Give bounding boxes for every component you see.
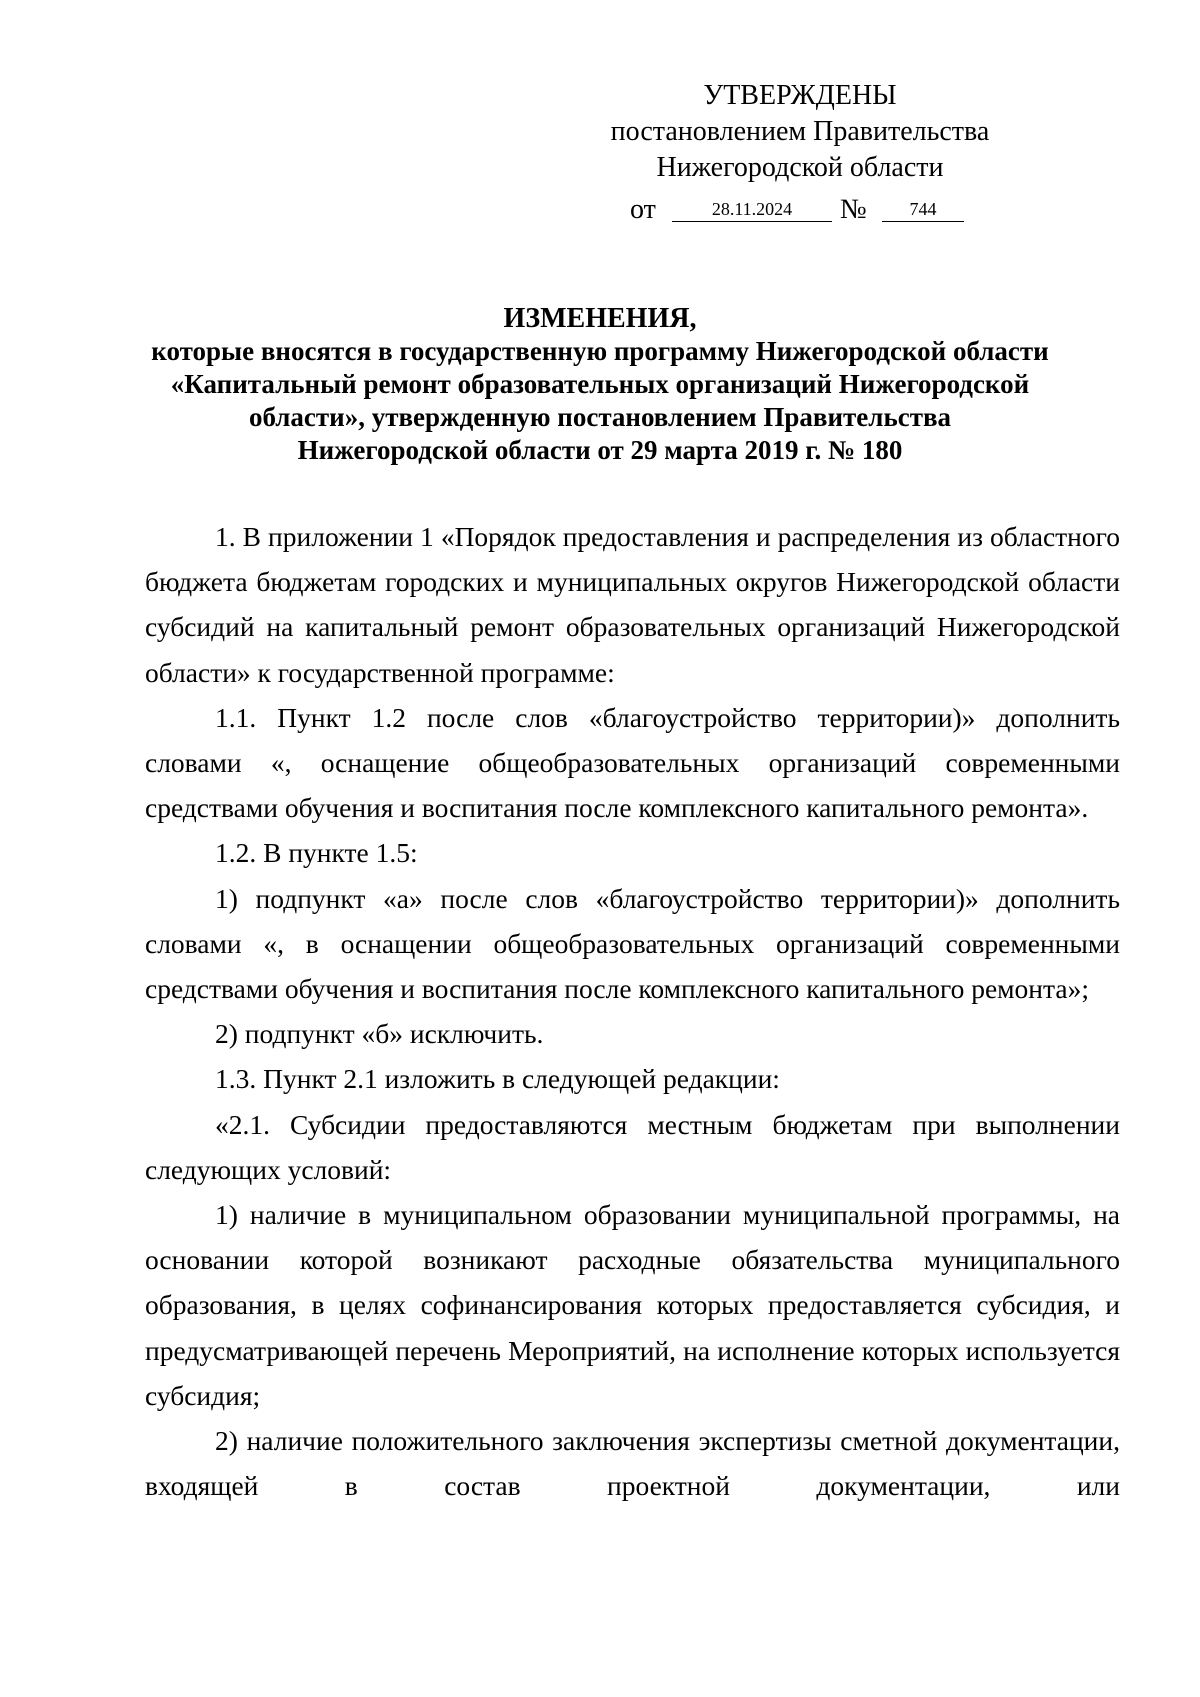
paragraph-subitem-2: 2) подпункт «б» исключить. (215, 1018, 544, 1050)
approval-number-value: 744 (882, 197, 964, 222)
paragraph-condition-2: 2) наличие положительного заключения экспертизы сметной документации, входящей в состав проектной документации, или (145, 1425, 1120, 1502)
paragraph-condition-1: 1) наличие в муниципальном образовании муниципальной программы, на основании которой возникают расходные обязательства муниципального образования, в целях софинансирования которых предоставляется субсидия, и предусматривающей перечень Мероприятий, на исполнение которых используется субсидия; (145, 1199, 1120, 1411)
approval-stamp (590, 78, 1010, 186)
document-title (120, 302, 1080, 467)
title-heading: ИЗМЕНЕНИЯ, (503, 303, 697, 334)
approval-line-2: Нижегородской области (656, 152, 944, 183)
approval-line-1: постановлением Правительства (610, 116, 990, 147)
approval-date-prefix: от (630, 194, 656, 225)
title-line-2: «Капитальный ремонт образовательных организаций Нижегородской (170, 369, 1030, 399)
title-line-1: которые вносятся в государственную программу Нижегородской области (151, 336, 1049, 366)
document-body (145, 514, 1120, 1508)
paragraph-subitem-1: 1) подпункт «а» после слов «благоустройство территории)» дополнить словами «, в оснащении общеобразовательных организаций современными средствами обучения и воспитания после комплексного капитального ремонта»; (145, 882, 1120, 1005)
title-line-3: области», утвержденную постановлением Правительства (248, 402, 952, 432)
paragraph-1: 1. В приложении 1 «Порядок предоставления и распределения из областного бюджета бюджетам городских и муниципальных округов Нижегородской области субсидий на капитальный ремонт образовательных организаций Нижегородской области» к государственной программе: (145, 521, 1120, 688)
paragraph-1-3: 1.3. Пункт 2.1 изложить в следующей редакции: (215, 1063, 780, 1095)
title-line-4: Нижегородской области от 29 марта 2019 г. № 180 (297, 435, 903, 465)
approval-number-sign: № (840, 194, 867, 225)
paragraph-2-1: «2.1. Субсидии предоставляются местным бюджетам при выполнении следующих условий: (145, 1108, 1120, 1185)
approval-title: УТВЕРЖДЕНЫ (703, 80, 897, 111)
paragraph-1-2: 1.2. В пункте 1.5: (215, 837, 418, 869)
paragraph-1-1: 1.1. Пункт 1.2 после слов «благоустройство территории)» дополнить словами «, оснащение общеобразовательных организаций современными средствами обучения и воспитания после комплексного капитального ремонта». (145, 701, 1120, 824)
approval-date-value: 28.11.2024 (672, 197, 832, 222)
approval-date-row (630, 192, 1000, 230)
